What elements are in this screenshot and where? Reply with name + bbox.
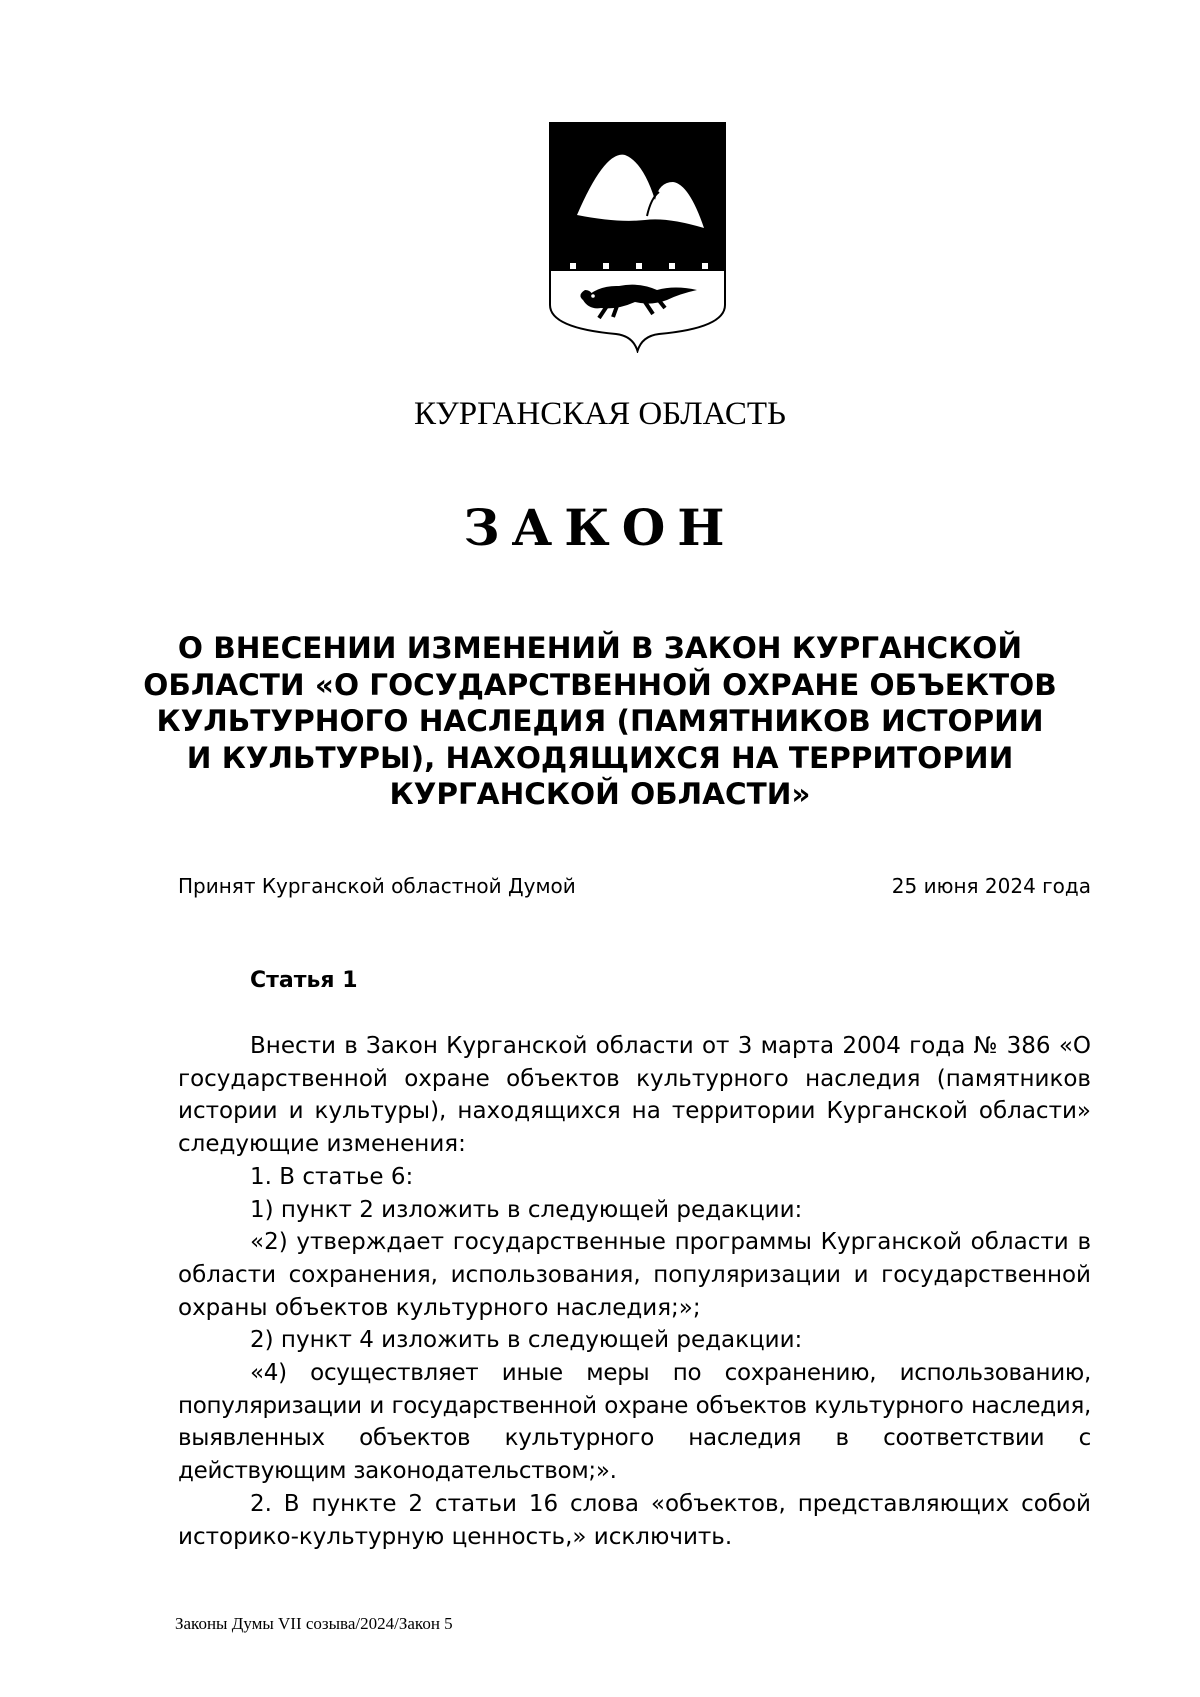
law-title-line: И КУЛЬТУРЫ), НАХОДЯЩИХСЯ НА ТЕРРИТОРИИ [186, 740, 1014, 775]
article-paragraph: 1) пункт 2 изложить в следующей редакции: [250, 1196, 803, 1223]
region-heading: КУРГАНСКАЯ ОБЛАСТЬ [414, 396, 786, 432]
article-body [178, 1030, 1091, 1553]
article-paragraph: «2) утверждает государственные программы Курганской области в области сохранения, использования, популяризации и государственной охраны объектов культурного наследия;»; [178, 1229, 1091, 1321]
article-paragraph: 2) пункт 4 изложить в следующей редакции: [250, 1327, 803, 1354]
law-heading: ЗАКОН [463, 498, 737, 557]
kurgan-coat-of-arms-icon [547, 120, 728, 353]
law-title-line: ОБЛАСТИ «О ГОСУДАРСТВЕННОЙ ОХРАНЕ ОБЪЕКТОВ [143, 667, 1057, 702]
article-paragraph: 2. В пункте 2 статьи 16 слова «объектов, представляющих собой историко-культурную ценность,» исключить. [178, 1490, 1091, 1550]
article-heading: Статья 1 [250, 968, 358, 993]
article-paragraph: Внести в Закон Курганской области от 3 марта 2004 года № 386 «О государственной охране объектов культурного наследия (памятников истории и культуры), находящихся на территории Курганской области» следующие изменения: [178, 1033, 1091, 1158]
article-paragraph: 1. В статье 6: [250, 1163, 414, 1190]
law-title-line: О ВНЕСЕНИИ ИЗМЕНЕНИЙ В ЗАКОН КУРГАНСКОЙ [177, 631, 1023, 665]
law-title-line: КУЛЬТУРНОГО НАСЛЕДИЯ (ПАМЯТНИКОВ ИСТОРИИ [156, 704, 1044, 738]
law-title-line: КУРГАНСКОЙ ОБЛАСТИ» [389, 777, 811, 811]
adoption-date: 25 июня 2024 года [891, 874, 1091, 898]
adopted-by: Принят Курганской областной Думой [178, 874, 576, 898]
article-paragraph: «4) осуществляет иные меры по сохранению, использованию, популяризации и государственной охране объектов культурного наследия, выявленных объектов культурного наследия в соответствии с действующим законодательством;». [178, 1360, 1091, 1485]
law-title [140, 630, 1060, 813]
footer-reference: Законы Думы VII созыва/2024/Закон 5 [175, 1614, 453, 1633]
